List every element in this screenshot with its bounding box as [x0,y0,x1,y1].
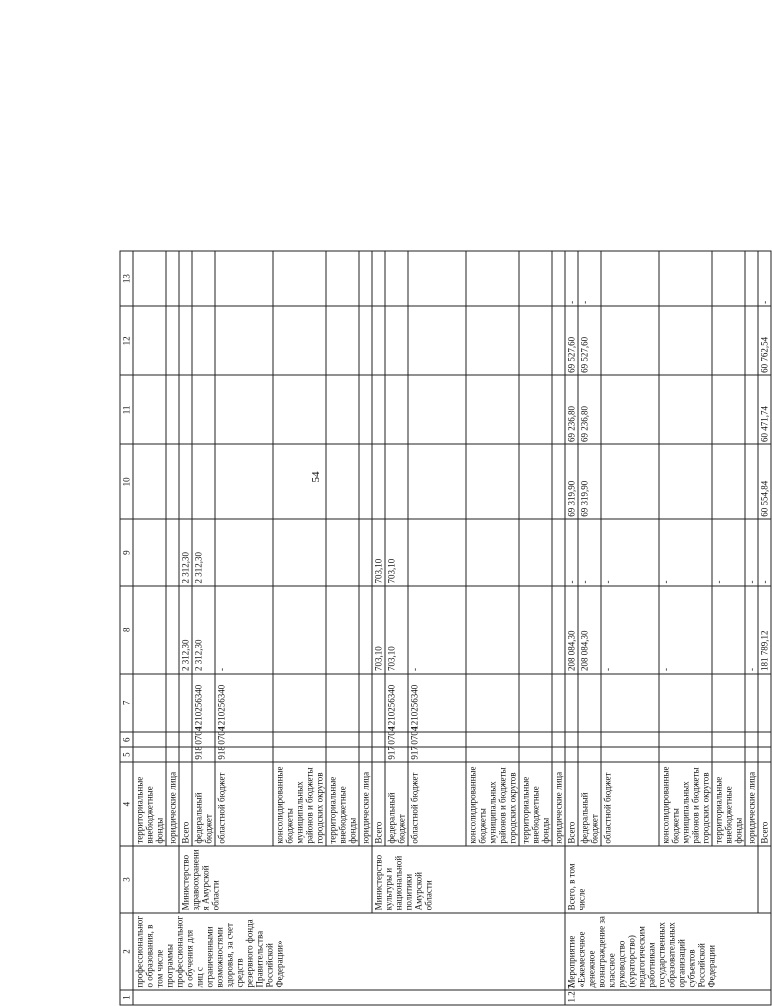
cell-c13 [659,251,712,306]
funding-source: юридические лица [745,762,758,846]
cell [133,251,166,306]
cell-c13 [601,251,659,306]
cell-c7: 1210256340 [215,674,273,733]
cell-c6 [578,732,601,747]
cell-c11 [745,375,758,444]
table-row [133,251,166,1005]
cell-c7: 1210256340 [408,674,466,733]
funding-source: федеральный бюджет [578,762,601,846]
cell-c9: 2 312,30 [179,519,192,586]
cell [758,732,771,747]
cell-c5 [326,747,359,762]
cell-c12 [712,306,745,375]
funding-source: юридические лица [166,762,179,846]
cell-c10 [179,444,192,519]
cell-c10 [192,444,215,519]
cell-c12 [372,306,385,375]
col-num-8: 8 [120,586,133,673]
cell [133,306,166,375]
cell-c5: 917 [408,747,466,762]
cell [133,674,166,733]
cell-c9: 2 312,30 [192,519,215,586]
responsible-blank [133,846,179,913]
cell-c10 [552,444,565,519]
cell-c6: 0704 [385,732,408,747]
cell-c9: - [565,519,578,586]
cell-c11 [192,375,215,444]
cell-c8 [466,586,519,673]
cell-c13 [385,251,408,306]
item-number: 1.2.7. [565,990,771,1005]
cell-c6 [745,732,758,747]
cell-c8 [552,586,565,673]
cell [166,747,179,762]
cell-c5 [372,747,385,762]
cell-c8: 208 084,30 [578,586,601,673]
cell-c10: 69 319,90 [565,444,578,519]
cell-c7 [745,674,758,733]
cell-c10 [215,444,273,519]
cell-c6 [359,732,372,747]
funding-source: областной бюджет [215,762,273,846]
cell-c11 [359,375,372,444]
item-name: профессионального образования, в том числе программы профессионального обучения для лиц с ограниченными возможностями здоровья, за счет средств резервного фонда Правительства Российской Федерации» [133,913,565,990]
cell-c9 [215,519,273,586]
cell-c10 [659,444,712,519]
cell-c5 [273,747,326,762]
cell-c12 [179,306,192,375]
cell-c9 [466,519,519,586]
cell-c5: 918 [192,747,215,762]
cell-c6: 0704 [215,732,273,747]
cell-c7 [601,674,659,733]
cell [758,747,771,762]
cell-c9: 703,10 [385,519,408,586]
cell-c11 [273,375,326,444]
cell-c10 [466,444,519,519]
budget-table-rotated [120,251,770,1006]
cell-c9: - [745,519,758,586]
col-num-3: 3 [120,846,133,913]
funding-source: федеральный бюджет [192,762,215,846]
cell-c7: 1210256340 [385,674,408,733]
cell-c8: 2 312,30 [179,586,192,673]
cell-c12 [519,306,552,375]
cell-c8: - [408,586,466,673]
cell-c11: 69 236,80 [578,375,601,444]
cell-c6 [372,732,385,747]
cell-c8: - [601,586,659,673]
cell-c11 [519,375,552,444]
funding-source: областной бюджет [408,762,466,846]
cell-c5 [712,747,745,762]
funding-source: Всего [565,762,578,846]
cell-c10 [385,444,408,519]
funding-source: консолидированные бюджеты муниципальных районов и бюджеты городских округов [273,762,326,846]
table-row [179,251,192,1005]
cell-c8: 703,10 [372,586,385,673]
cell-c7 [519,674,552,733]
col-num-5: 5 [120,747,133,762]
cell-c9: - [659,519,712,586]
cell-c6 [273,732,326,747]
cell-c5 [552,747,565,762]
cell-c5 [359,747,372,762]
cell [166,375,179,444]
cell-c9 [326,519,359,586]
cell-c10 [712,444,745,519]
cell-c6 [519,732,552,747]
cell-c8 [359,586,372,673]
col-num-2: 2 [120,913,133,990]
budget-table [120,251,772,1006]
cell [133,732,166,747]
funding-source: Всего [179,762,192,846]
cell-c9: - [712,519,745,586]
cell-c13 [326,251,359,306]
funding-source: территориальные внебюджетные фонды [133,762,166,846]
funding-source: юридические лица [359,762,372,846]
cell-c12 [659,306,712,375]
cell-c11 [215,375,273,444]
cell-c11 [466,375,519,444]
cell-c8 [712,586,745,673]
cell-c6 [326,732,359,747]
table-body [120,251,771,1005]
col-num-10: 10 [120,444,133,519]
cell-c13 [179,251,192,306]
responsible-blank [758,846,771,913]
cell-c7 [552,674,565,733]
cell-c8: - [745,586,758,673]
cell-c5 [519,747,552,762]
cell-c13 [552,251,565,306]
cell [133,519,166,586]
responsible: Всего, в том числе [565,846,758,913]
cell-c5 [659,747,712,762]
cell-c9 [552,519,565,586]
cell-c11 [408,375,466,444]
cell-c11 [552,375,565,444]
cell [166,306,179,375]
cell-c13 [408,251,466,306]
cell-c13 [192,251,215,306]
cell-c12: 69 527,60 [578,306,601,375]
cell-c8: - [215,586,273,673]
funding-source: территориальные внебюджетные фонды [519,762,552,846]
cell-c7 [565,674,578,733]
cell [133,375,166,444]
cell-c12 [466,306,519,375]
cell-c13: - [578,251,601,306]
cell-c12 [273,306,326,375]
cell-c9 [273,519,326,586]
cell-c10 [326,444,359,519]
funding-source: территориальные внебюджетные фонды [326,762,359,846]
cell-c13: - [758,251,771,306]
cell-c7 [326,674,359,733]
cell-c6 [659,732,712,747]
cell [758,674,771,733]
item-name: Мероприятие «Ежемесячное денежное вознаграждение за классное руководство (кураторство) педагогическим работникам государственных образовательных организаций субъектов Российской Федерации [565,913,771,990]
cell-c13 [466,251,519,306]
cell [166,732,179,747]
cell-c11: 69 236,80 [565,375,578,444]
responsible-m1: Министерство здравоохранения Амурской области [179,846,372,913]
cell-c11 [601,375,659,444]
col-num-11: 11 [120,375,133,444]
cell-c6 [712,732,745,747]
cell-c12 [601,306,659,375]
cell-c9 [519,519,552,586]
cell-c9: - [578,519,601,586]
page-number: 54 [310,471,322,483]
cell-c12 [359,306,372,375]
responsible-m2: Министерство культуры и национальной политики Амурской области [372,846,565,913]
cell-c10: 69 319,90 [578,444,601,519]
cell-c5 [466,747,519,762]
cell [133,586,166,673]
funding-source: областной бюджет [601,762,659,846]
cell [166,586,179,673]
cell-c7 [712,674,745,733]
funding-source: консолидированные бюджеты муниципальных районов и бюджеты городских округов [659,762,712,846]
cell-c8: - [659,586,712,673]
cell-c9: - [601,519,659,586]
cell-c8: 703,10 [385,586,408,673]
cell-c5 [745,747,758,762]
cell [133,444,166,519]
cell-c8: 2 312,30 [192,586,215,673]
col-num-7: 7 [120,674,133,733]
cell [166,674,179,733]
cell-c6 [179,732,192,747]
funding-source: консолидированные бюджеты муниципальных районов и бюджеты городских округов [466,762,519,846]
cell-c5: 917 [385,747,408,762]
cell-c12 [408,306,466,375]
cell-c8 [326,586,359,673]
cell-c13 [745,251,758,306]
col-num-9: 9 [120,519,133,586]
cell-c6: 0704 [192,732,215,747]
cell-c5 [179,747,192,762]
cell-c12 [745,306,758,375]
cell-c7 [578,674,601,733]
cell-c8: 208 084,30 [565,586,578,673]
header-row [120,251,133,1005]
cell-c12 [215,306,273,375]
col-num-12: 12 [120,306,133,375]
cell-c13 [519,251,552,306]
cell-c12 [192,306,215,375]
cell-c6 [601,732,659,747]
cell-c13 [712,251,745,306]
cell-c7 [659,674,712,733]
cell-c10 [372,444,385,519]
cell-c11 [372,375,385,444]
col-num-1: 1 [120,990,133,1005]
table-row [372,251,385,1005]
funding-source: территориальные внебюджетные фонды [712,762,745,846]
cell-c10: 60 554,84 [758,444,771,519]
cell-c6 [466,732,519,747]
cell-c10 [359,444,372,519]
cell-c9: - [758,519,771,586]
cell-c11 [659,375,712,444]
cell-c7 [179,674,192,733]
table-row [758,251,771,1005]
cell-c8 [273,586,326,673]
cell-c5 [565,747,578,762]
col-num-4: 4 [120,762,133,846]
cell-c13 [215,251,273,306]
cell [166,444,179,519]
cell-c13 [273,251,326,306]
cell-c12 [326,306,359,375]
cell-c6 [565,732,578,747]
cell-c10 [519,444,552,519]
col-num-13: 13 [120,251,133,306]
cell-c7 [359,674,372,733]
cell-c10 [273,444,326,519]
cell-c6 [552,732,565,747]
cell-c12 [552,306,565,375]
cell-c11 [326,375,359,444]
cell-c9 [408,519,466,586]
cell-c5: 918 [215,747,273,762]
cell-c12: 60 762,54 [758,306,771,375]
cell [166,251,179,306]
cell-c12 [385,306,408,375]
cell-c7 [372,674,385,733]
cell-c13 [372,251,385,306]
cell-c9 [359,519,372,586]
cell-c9: 703,10 [372,519,385,586]
cell-c13 [359,251,372,306]
cell-c11 [179,375,192,444]
item-number [133,990,565,1005]
cell-c6: 0704 [408,732,466,747]
cell-c8 [519,586,552,673]
funding-source: Всего [758,762,771,846]
cell-c7 [273,674,326,733]
cell-c10 [745,444,758,519]
col-num-6: 6 [120,732,133,747]
cell-c7: 1210256340 [192,674,215,733]
cell-c7 [466,674,519,733]
cell-c11 [385,375,408,444]
funding-source: Всего [372,762,385,846]
cell-c13: - [565,251,578,306]
cell-c8: 181 789,12 [758,586,771,673]
cell-c12: 69 527,60 [565,306,578,375]
cell-c11: 60 471,74 [758,375,771,444]
cell-c5 [578,747,601,762]
cell-c5 [601,747,659,762]
cell-c10 [408,444,466,519]
cell-c10 [601,444,659,519]
cell-c11 [712,375,745,444]
cell [133,747,166,762]
funding-source: юридические лица [552,762,565,846]
funding-source: федеральный бюджет [385,762,408,846]
cell [166,519,179,586]
table-row [565,251,578,1005]
